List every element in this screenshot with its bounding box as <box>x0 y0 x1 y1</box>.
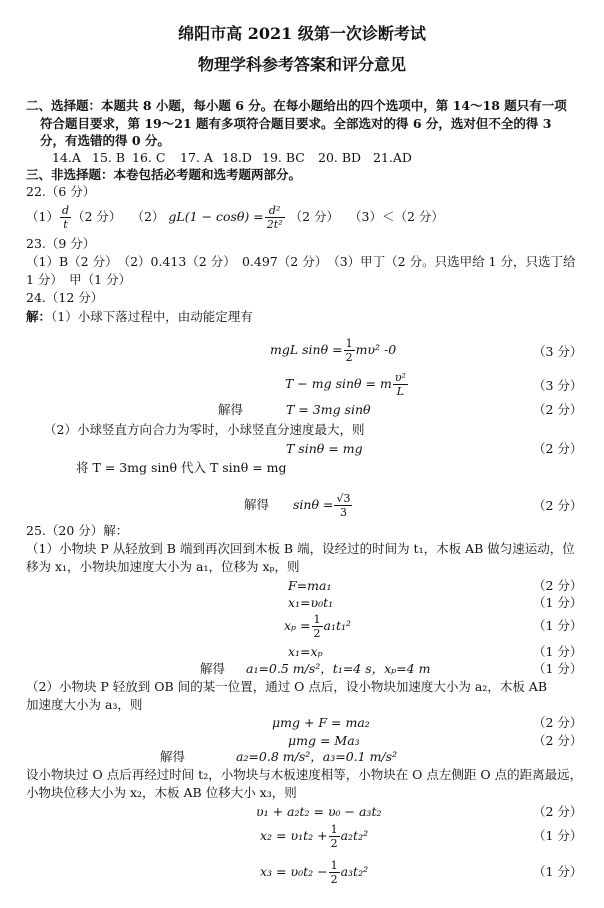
q24-score5: （2 分） <box>533 498 583 513</box>
q25-solve2: 解得 <box>160 749 186 764</box>
q23-line2: 1 分） 甲（1 分） <box>26 272 132 287</box>
q24-part2: （2）小球竖直方向合力为零时，小球竖直分速度最大，则 <box>44 422 365 437</box>
q25-score6: （2 分） <box>533 715 583 730</box>
q24-score3: （2 分） <box>533 402 583 417</box>
sec2-line3: 分，有选错的得 0 分。 <box>40 133 170 148</box>
q25-result1: a₁=0.5 m/s²，t₁=4 s，xₚ=4 m <box>246 661 431 676</box>
sec3-heading: 三、非选择题：本卷包括必考题和选考题两部分。 <box>26 167 302 182</box>
q24-substitute: 将 T = 3mg sinθ 代入 T sinθ = mg <box>76 460 287 475</box>
q24-eq4: T sinθ = mg <box>286 441 363 456</box>
q22-score1: （2 分） <box>72 208 122 224</box>
q25-line6: 小物块位移大小为 x₂，木板 AB 位移大小 x₃，则 <box>26 785 297 800</box>
q24-eq3: T = 3mg sinθ <box>286 402 371 417</box>
q25-eq3: xₚ = $\frac{1}{2}$ a₁t₁² <box>284 612 352 640</box>
q25-result2: a₂=0.8 m/s²，a₃=0.1 m/s² <box>236 749 398 764</box>
page-subtitle: 物理学科参考答案和评分意见 <box>197 55 406 74</box>
q25-score10: （1 分） <box>533 864 583 879</box>
q23-line1: （1）B（2 分） （2）0.413（2 分） 0.497（2 分） （3）甲丁（2 分。只选甲给 1 分，只选丁给 <box>26 254 576 269</box>
answer-16: 16. C <box>132 150 166 165</box>
q25-score1: （2 分） <box>533 578 583 593</box>
q22-score2: （2 分） <box>289 208 340 224</box>
q24-intro: 解：（1）小球下落过程中，由动能定理有 <box>26 309 253 324</box>
q25-eq2: x₁=υ₀t₁ <box>288 595 334 610</box>
q22-part3: （3）＜（2 分） <box>349 208 444 224</box>
q25-score8: （2 分） <box>533 804 583 819</box>
q25-line4: 加速度大小为 a₃，则 <box>26 697 143 712</box>
q25-score7: （2 分） <box>533 733 583 748</box>
answer-19: 19. BC <box>262 150 305 165</box>
q25-eq1: F=ma₁ <box>288 578 332 593</box>
q22-part1: （1） <box>26 208 59 224</box>
q25-solve1: 解得 <box>200 661 226 676</box>
q24-eq1: mgL sinθ = $\frac{1}{2}$ mυ² -0 <box>270 336 397 364</box>
q25-line1: （1）小物块 P 从轻放到 B 端到再次回到木板 B 端，设经过的时间为 t₁，木板 AB 做匀速运动，位 <box>26 541 575 556</box>
q23-heading: 23.（9 分） <box>26 236 96 251</box>
q24-eq5: 解得 sinθ = $\frac{√3}{3}$ <box>244 491 351 519</box>
q22-part2: （2） <box>131 208 165 224</box>
q22-answers <box>26 204 444 230</box>
answer-15: 15. B <box>92 150 126 165</box>
sec2-line1: 二、选择题：本题共 8 小题，每小题 6 分。在每小题给出的四个选项中，第 14～18 题只有一项 <box>26 98 567 113</box>
q25-line2: 移为 x₁，小物块加速度大小为 a₁，位移为 xₚ，则 <box>26 559 300 574</box>
q25-score9: （1 分） <box>533 828 583 843</box>
sec2-line2: 符合题目要求，第 19～21 题有多项符合题目要求。全部选对的得 6 分，选对但不全的得 3 <box>40 116 552 131</box>
answer-17: 17. A <box>180 150 213 165</box>
q24-score4: （2 分） <box>533 441 583 456</box>
q25-line3: （2）小物块 P 轻放到 OB 间的某一位置，通过 O 点后，设小物块加速度大小为 a₂，木板 AB <box>26 679 548 694</box>
q25-eq9: x₃ = υ₀t₂ − $\frac{1}{2}$ a₃t₂² <box>260 858 369 886</box>
q22-frac2: $\frac{\text{d²}}{\text{2t²}}$ <box>266 203 283 231</box>
q25-score3: （1 分） <box>533 618 583 633</box>
q25-score4: （1 分） <box>533 644 583 659</box>
q24-eq2: T − mg sinθ = m $\frac{\text{υ²}}{L}$ <box>285 370 406 398</box>
q25-score2: （1 分） <box>533 595 583 610</box>
answer-18: 18.D <box>222 150 252 165</box>
q22-eq2: gL(1 − cosθ) = <box>168 208 264 224</box>
answer-21: 21.AD <box>373 150 412 165</box>
answer-14: 14.A <box>52 150 81 165</box>
answer-20: 20. BD <box>318 150 362 165</box>
page-title: 绵阳市高 2021 级第一次诊断考试 <box>178 24 426 43</box>
q25-score5: （1 分） <box>533 661 583 676</box>
q25-eq8: x₂ = υ₁t₂ + $\frac{1}{2}$ a₂t₂² <box>260 822 369 850</box>
q22-frac1: $\frac{d}{t}$ <box>61 203 69 231</box>
q22-heading: 22.（6 分） <box>26 184 96 199</box>
q25-line5: 设小物块过 O 点后再经过时间 t₂，小物块与木板速度相等，小物块在 O 点左侧距 O 点的距离最远， <box>26 767 583 782</box>
q25-eq7: υ₁ + a₂t₂ = υ₀ − a₃t₂ <box>256 804 382 819</box>
q25-eq4: x₁=xₚ <box>288 644 323 659</box>
q25-heading: 25.（20 分）解： <box>26 523 129 538</box>
q24-solve1: 解得 <box>218 402 244 417</box>
q25-eq5: μmg + F = ma₂ <box>272 715 370 730</box>
q24-score2: （3 分） <box>533 378 583 393</box>
q25-eq6: μmg = Ma₃ <box>288 733 360 748</box>
q24-score1: （3 分） <box>533 344 583 359</box>
q24-heading: 24.（12 分） <box>26 290 104 305</box>
